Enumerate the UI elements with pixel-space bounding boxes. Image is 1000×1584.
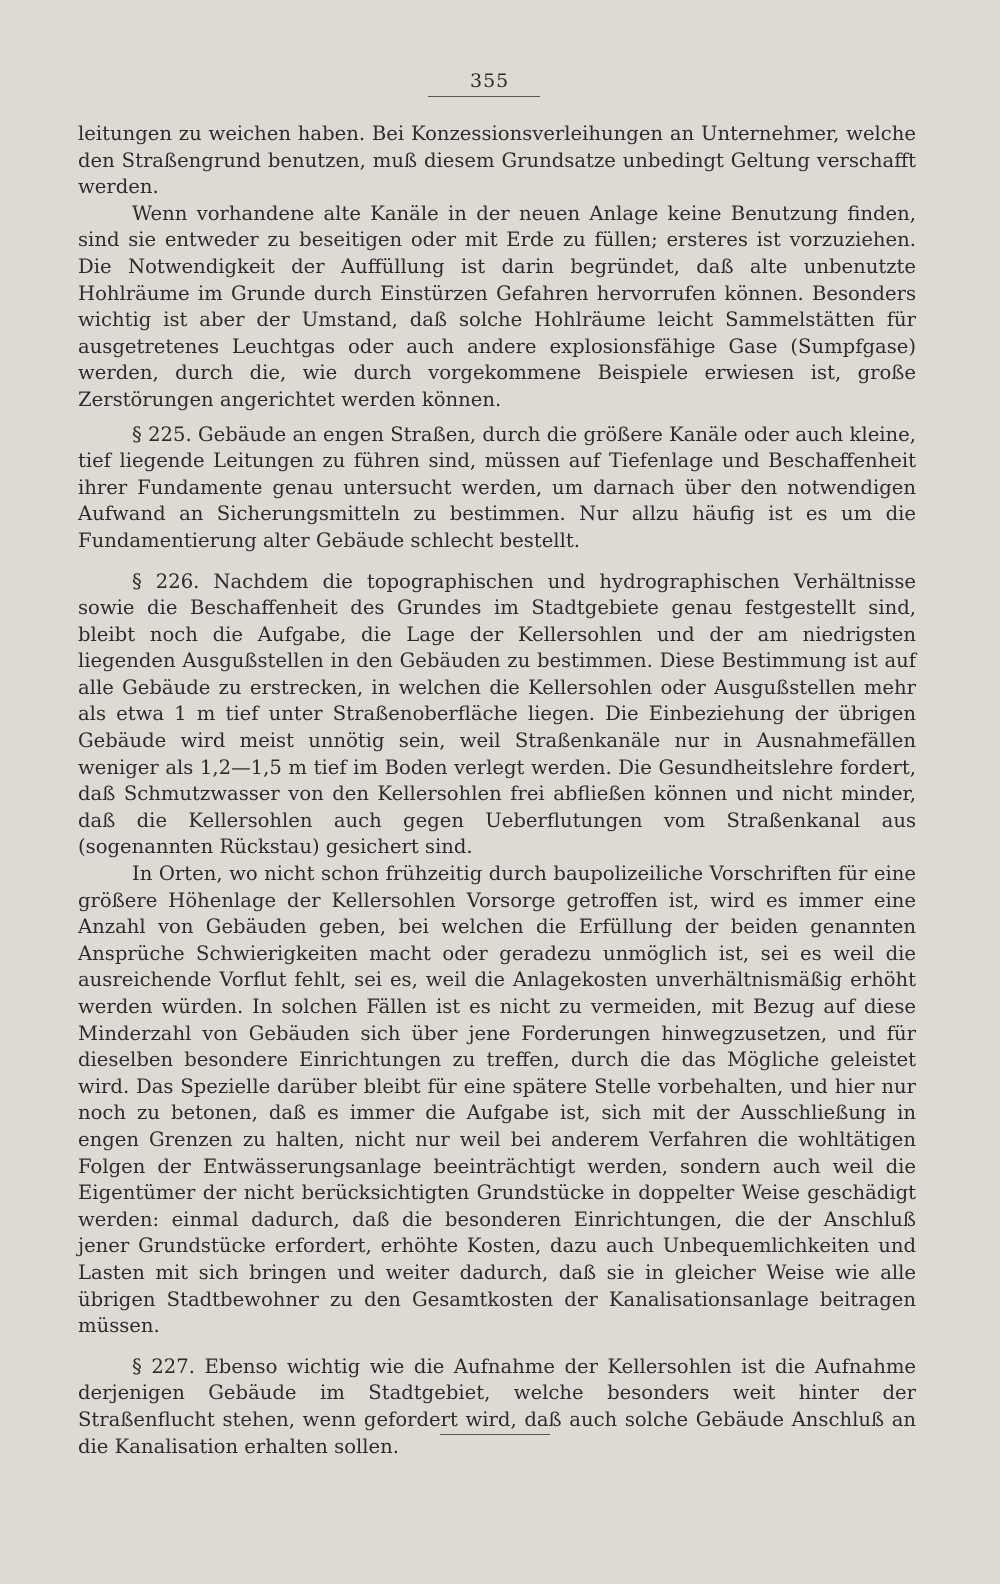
paragraph-old-canals: Wenn vorhandene alte Kanäle in der neuen Anlage keine Benutzung finden, sind sie entweder zu beseitigen oder mit Erde zu füllen; ersteres ist vorzuziehen. Die Notwendigkeit der Auffüllung ist darin begründet, daß alte unbenutzte Hohlräume im Grunde durch Einstürzen Gefahren hervorrufen können. Besonders wichtig ist aber der Umstand, daß solche Hohlräume leicht Sammelstätten für ausgetretenes Leuchtgas oder auch andere explosionsfähige Gase (Sumpfgase) werden, durch die, wie durch vorgekommene Beispiele erwiesen ist, große Zerstörungen angerichtet werden können. — [78, 201, 916, 411]
footer-rule — [440, 1434, 550, 1435]
body-text — [78, 121, 916, 1460]
paragraph-section-227: § 227. Ebenso wichtig wie die Aufnahme der Kellersohlen ist die Aufnahme derjenigen Gebäude im Stadtgebiet, welche besonders weit hinter der Straßenflucht stehen, wenn gefordert wird, daß auch solche Gebäude Anschluß an die Kanalisation erhalten sollen. — [78, 1354, 916, 1458]
page-number: 355 — [470, 70, 510, 92]
paragraph-in-orten: In Orten, wo nicht schon frühzeitig durch baupolizeiliche Vorschriften für eine größere Höhenlage der Kellersohlen Vorsorge getroffen ist, wird es immer eine Anzahl von Gebäuden geben, bei welchen die Erfüllung der beiden genannten Ansprüche Schwierigkeiten macht oder geradezu unmöglich ist, sei es weil die ausreichende Vorflut fehlt, sei es, weil die Anlagekosten unverhältnismäßig erhöht werden würden. In solchen Fällen ist es nicht zu vermeiden, mit Bezug auf diese Minderzahl von Gebäuden sich über jene Forderungen hinwegzusetzen, und für dieselben besondere Einrichtungen zu treffen, durch die das Mögliche geleistet wird. Das Spezielle darüber bleibt für eine spätere Stelle vorbehalten, und hier nur noch zu betonen, daß es immer die Aufgabe ist, sich mit der Ausschließung in engen Grenzen zu halten, nicht nur weil bei anderem Verfahren die wohltätigen Folgen der Entwässerungsanlage beeinträchtigt werden, sondern auch weil die Eigentümer der nicht berücksichtigten Grundstücke in doppelter Weise geschädigt werden: einmal dadurch, daß die besonderen Einrichtungen, die der Anschluß jener Grundstücke erfordert, erhöhte Kosten, dazu auch Unbequemlichkeiten und Lasten mit sich bringen und weiter dadurch, daß sie in gleicher Weise wie alle übrigen Stadtbewohner zu den Gesamtkosten der Kanalisationsanlage beitragen müssen. — [78, 862, 916, 1338]
paragraph-section-226: § 226. Nachdem die topographischen und hydrographischen Verhältnisse sowie die Beschaffenheit des Grundes im Stadtgebiete genau festgestellt sind, bleibt noch die Aufgabe, die Lage der Kellersohlen und der am niedrigsten liegenden Ausgußstellen in den Gebäuden zu bestimmen. Diese Bestimmung ist auf alle Gebäude zu erstrecken, in welchen die Kellersohlen oder Ausgußstellen mehr als etwa 1 m tief unter Straßenoberfläche liegen. Die Einbeziehung der übrigen Gebäude wird meist unnötig sein, weil Straßenkanäle nur in Ausnahmefällen weniger als 1,2—1,5 m tief im Boden verlegt werden. Die Gesundheitslehre fordert, daß Schmutzwasser von den Kellersohlen frei abfließen können und nicht minder, daß die Kellersohlen auch gegen Ueberflutungen vom Straßenkanal aus (sogenannten Rückstau) gesichert sind. — [78, 569, 916, 859]
paragraph-section-225: § 225. Gebäude an engen Straßen, durch die größere Kanäle oder auch kleine, tief liegende Leitungen zu führen sind, müssen auf Tiefenlage und Beschaffenheit ihrer Fundamente genau untersucht werden, um darnach über den notwendigen Aufwand an Sicherungsmitteln zu bestimmen. Nur allzu häufig ist es um die Fundamentierung alter Gebäude schlecht bestellt. — [78, 422, 916, 552]
header-rule — [428, 96, 540, 97]
paragraph-continuation: leitungen zu weichen haben. Bei Konzessionsverleihungen an Unternehmer, welche den Straßengrund benutzen, muß diesem Grundsatze unbedingt Geltung verschafft werden. — [78, 122, 916, 199]
